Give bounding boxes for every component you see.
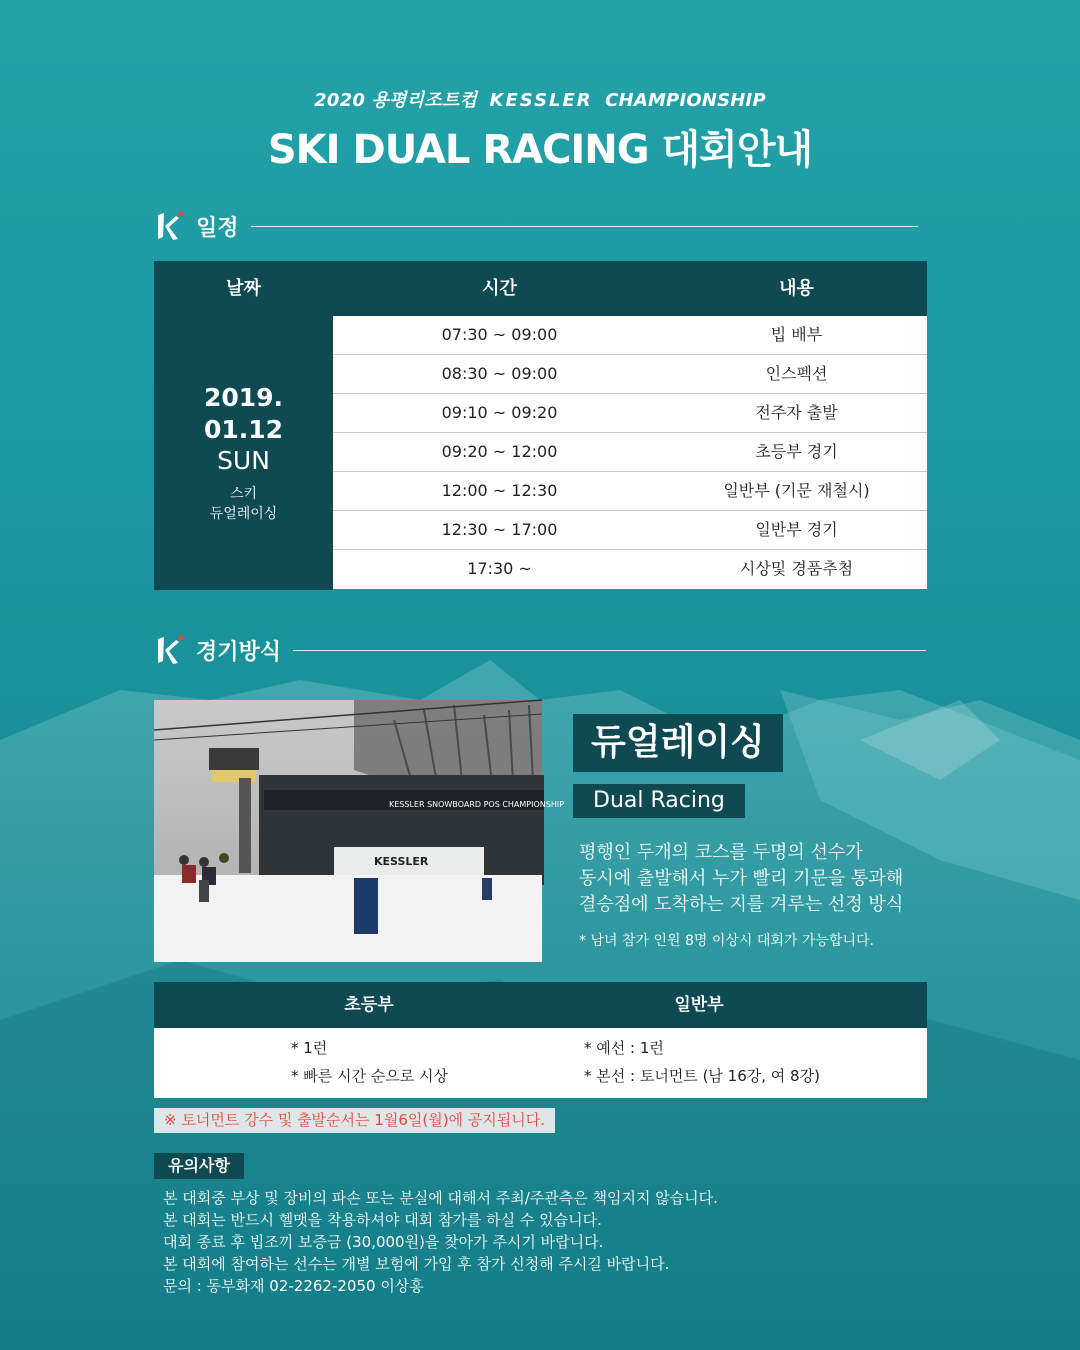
- caution-list: [163, 1187, 963, 1297]
- description-line: 동시에 출발해서 누가 빨리 기문을 통과해: [579, 868, 904, 889]
- column-header-date: 날짜: [226, 278, 261, 299]
- elementary-rule: * 빠른 시간 순으로 시상: [291, 1067, 448, 1085]
- row-time: 09:10 ~ 09:20: [441, 403, 558, 422]
- contact-info: 문의 : 동부화재 02-2262-2050 이상홍: [163, 1277, 424, 1295]
- dual-racing-description: [579, 840, 959, 918]
- row-time: 12:30 ~ 17:00: [441, 520, 558, 539]
- elementary-rule: * 1런: [291, 1039, 328, 1057]
- page-title: SKI DUAL RACING 대회안내: [267, 127, 813, 173]
- dual-racing-subtitle: Dual Racing: [573, 784, 745, 818]
- section-divider: [251, 226, 918, 227]
- date-month-day: 01.12: [203, 415, 284, 444]
- table-row: [333, 316, 927, 355]
- general-rule: * 본선 : 토너먼트 (남 16강, 여 8강): [584, 1067, 820, 1085]
- photo-board-text: KESSLER: [374, 855, 429, 868]
- description-line: 결승점에 도착하는 지를 겨루는 선정 방식: [579, 894, 904, 915]
- row-content: 일반부 (기문 재철시): [723, 481, 870, 500]
- caution-item: 대회 종료 후 빕조끼 보증금 (30,000원)을 찾아가 주시기 바랍니다.: [163, 1233, 604, 1251]
- k-logo-icon: [154, 633, 188, 667]
- method-section-header: [154, 633, 926, 667]
- column-header-general: 일반부: [674, 995, 724, 1015]
- schedule-section-header: [154, 209, 918, 243]
- column-header-content: 내용: [779, 278, 814, 299]
- row-time: 17:30 ~: [467, 559, 532, 578]
- column-header-elementary: 초등부: [344, 995, 394, 1015]
- table-row: [333, 433, 927, 472]
- caution-item: 본 대회는 반드시 헬맷을 착용하셔야 대회 참가를 하실 수 있습니다.: [163, 1211, 602, 1229]
- date-year: 2019.: [203, 383, 284, 412]
- schedule-section-label: 일정: [196, 215, 239, 241]
- caution-item: 본 대회에 참여하는 선수는 개별 보험에 가입 후 참가 신청해 주시길 바랍니다.: [163, 1255, 670, 1273]
- photo-banner-text: KESSLER SNOWBOARD POS CHAMPIONSHIP: [389, 800, 565, 809]
- schedule-rows: [333, 316, 927, 589]
- row-time: 08:30 ~ 09:00: [441, 364, 558, 383]
- k-logo-icon: [154, 209, 188, 243]
- table-row: [333, 550, 927, 589]
- dual-racing-title: 듀얼레이싱: [573, 714, 783, 772]
- row-content: 초등부 경기: [755, 442, 838, 461]
- column-header-time: 시간: [482, 278, 517, 299]
- event-subtitle: [0, 86, 1080, 112]
- table-row: [333, 394, 927, 433]
- row-time: 09:20 ~ 12:00: [441, 442, 558, 461]
- date-event-type: 스키: [229, 486, 258, 502]
- table-row: [333, 472, 927, 511]
- row-content: 빕 배부: [770, 325, 823, 344]
- row-time: 07:30 ~ 09:00: [441, 325, 558, 344]
- section-divider: [293, 650, 926, 651]
- row-content: 시상및 경품추첨: [739, 559, 854, 578]
- division-table-header: [154, 982, 927, 1028]
- row-content: 인스펙션: [765, 364, 828, 383]
- division-table-body: [154, 1028, 927, 1098]
- caution-label: 유의사항: [154, 1153, 244, 1179]
- subtitle-suffix: CHAMPIONSHIP: [605, 90, 766, 111]
- division-table: [154, 982, 927, 1098]
- table-row: [333, 355, 927, 394]
- schedule-table: [154, 261, 927, 590]
- table-row: [333, 511, 927, 550]
- race-photo: [154, 700, 565, 962]
- brand-logo-text: KESSLER: [489, 90, 593, 111]
- schedule-table-header: [154, 261, 927, 316]
- general-rule: * 예선 : 1런: [584, 1039, 664, 1057]
- date-cell: [154, 316, 333, 590]
- method-section-label: 경기방식: [196, 639, 282, 665]
- row-time: 12:00 ~ 12:30: [441, 481, 558, 500]
- date-event-name: 듀얼레이싱: [209, 506, 278, 522]
- row-content: 일반부 경기: [755, 520, 838, 539]
- description-line: 평행인 두개의 코스를 두명의 선수가: [579, 842, 863, 863]
- participant-note: * 남녀 참가 인원 8명 이상시 대회가 가능합니다.: [579, 933, 874, 949]
- caution-item: 본 대회중 부상 및 장비의 파손 또는 분실에 대해서 주최/주관측은 책임지지 않습니다.: [163, 1189, 718, 1207]
- subtitle-prefix: 2020 용평리조트컵: [314, 90, 478, 111]
- row-content: 전주자 출발: [755, 403, 838, 422]
- tournament-notice: ※ 토너먼트 강수 및 출발순서는 1월6일(월)에 공지됩니다.: [154, 1108, 555, 1133]
- date-weekday: SUN: [217, 446, 270, 475]
